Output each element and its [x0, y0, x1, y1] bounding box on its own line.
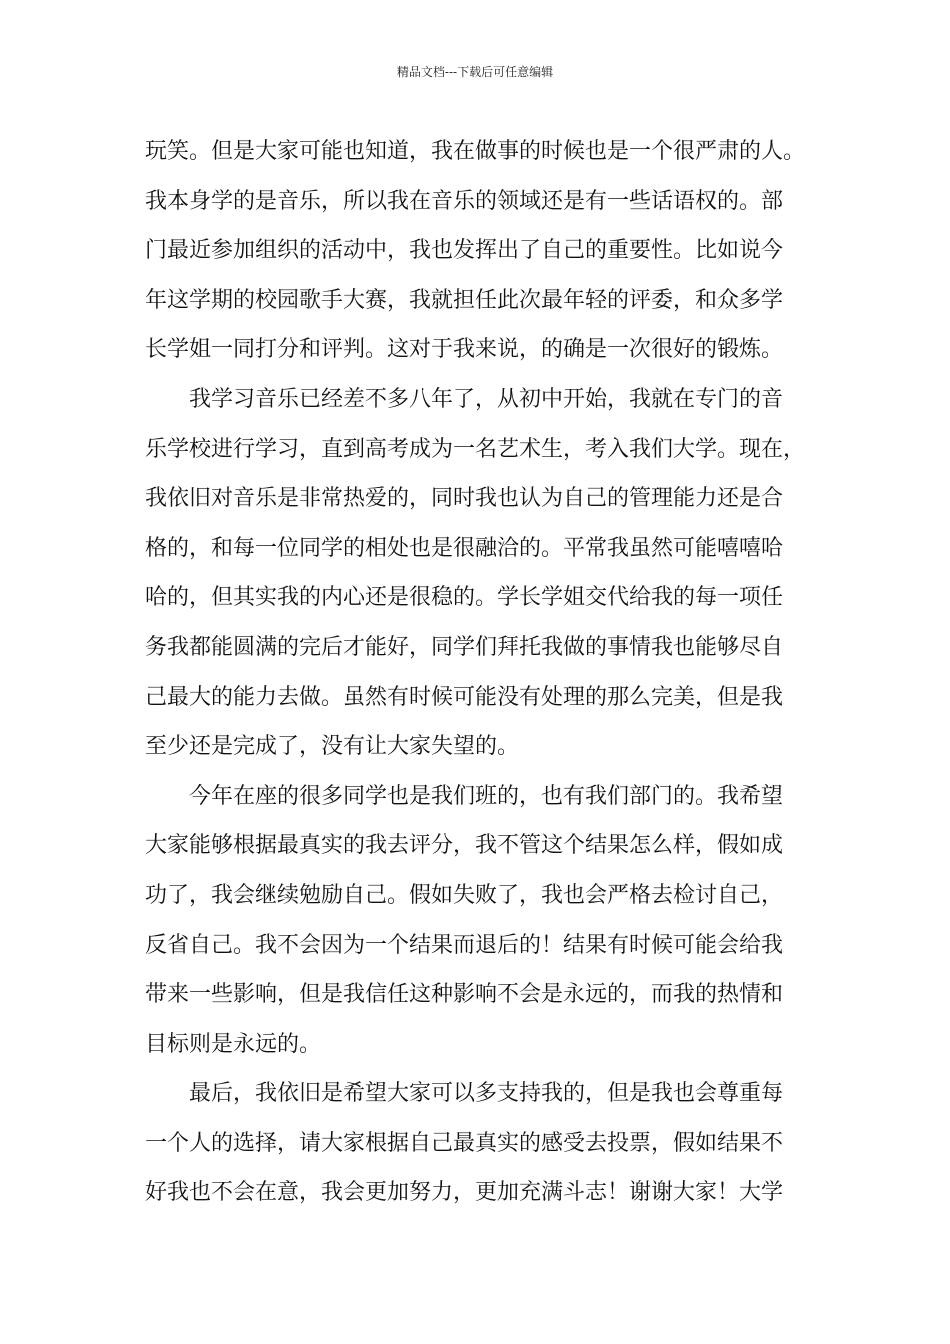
- paragraph-2-line-4: 格的，和每一位同学的相处也是很融洽的。平常我虽然可能嘻嘻哈: [145, 535, 784, 561]
- paragraph-2-line-5: 哈的，但其实我的内心还是很稳的。学长学姐交代给我的每一项任: [145, 585, 784, 611]
- paragraph-3-line-4: 反省自己。我不会因为一个结果而退后的！结果有时候可能会给我: [145, 932, 784, 958]
- paragraph-3-line-5: 带来一些影响，但是我信任这种影响不会是永远的，而我的热情和: [145, 982, 784, 1008]
- paragraph-3-line-2: 大家能够根据最真实的我去评分，我不管这个结果怎么样，假如成: [145, 833, 784, 859]
- paragraph-4-line-2: 一个人的选择，请大家根据自己最真实的感受去投票，假如结果不: [145, 1130, 784, 1156]
- paragraph-2-line-8: 至少还是完成了，没有让大家失望的。: [145, 734, 520, 760]
- paragraph-2-line-6: 务我都能圆满的完后才能好，同学们拜托我做的事情我也能够尽自: [145, 634, 784, 660]
- paragraph-1-line-5: 长学姐一同打分和评判。这对于我来说，的确是一次很好的锻炼。: [145, 337, 784, 363]
- paragraph-1-line-2: 我本身学的是音乐，所以我在音乐的领域还是有一些话语权的。部: [145, 188, 784, 214]
- paragraph-3-line-6: 目标则是永远的。: [145, 1031, 322, 1057]
- paragraph-3-line-3: 功了，我会继续勉励自己。假如失败了，我也会严格去检讨自己，: [145, 882, 784, 908]
- paragraph-4-line-3: 好我也不会在意，我会更加努力，更加充满斗志！谢谢大家！大学: [145, 1180, 784, 1206]
- body-text: [145, 127, 817, 1218]
- page-header: 精品文档---下载后可任意编辑: [396, 65, 554, 79]
- paragraph-2-line-3: 我依旧对音乐是非常热爱的，同时我也认为自己的管理能力还是合: [145, 486, 784, 512]
- paragraph-1-line-4: 年这学期的校园歌手大赛，我就担任此次最年轻的评委，和众多学: [145, 287, 784, 313]
- paragraph-2-line-7: 己最大的能力去做。虽然有时候可能没有处理的那么完美，但是我: [145, 684, 784, 710]
- paragraph-1-line-3: 门最近参加组织的活动中，我也发挥出了自己的重要性。比如说今: [145, 238, 784, 264]
- paragraph-1-line-1: 玩笑。但是大家可能也知道，我在做事的时候也是一个很严肃的人。: [145, 139, 806, 164]
- paragraph-4-line-1: 最后，我依旧是希望大家可以多支持我的，但是我也会尊重每: [189, 1081, 784, 1107]
- paragraph-2-line-2: 乐学校进行学习，直到高考成为一名艺术生，考入我们大学。现在，: [145, 436, 806, 462]
- paragraph-3-line-1: 今年在座的很多同学也是我们班的，也有我们部门的。我希望: [189, 783, 784, 809]
- paragraph-2-line-1: 我学习音乐已经差不多八年了，从初中开始，我就在专门的音: [189, 386, 784, 412]
